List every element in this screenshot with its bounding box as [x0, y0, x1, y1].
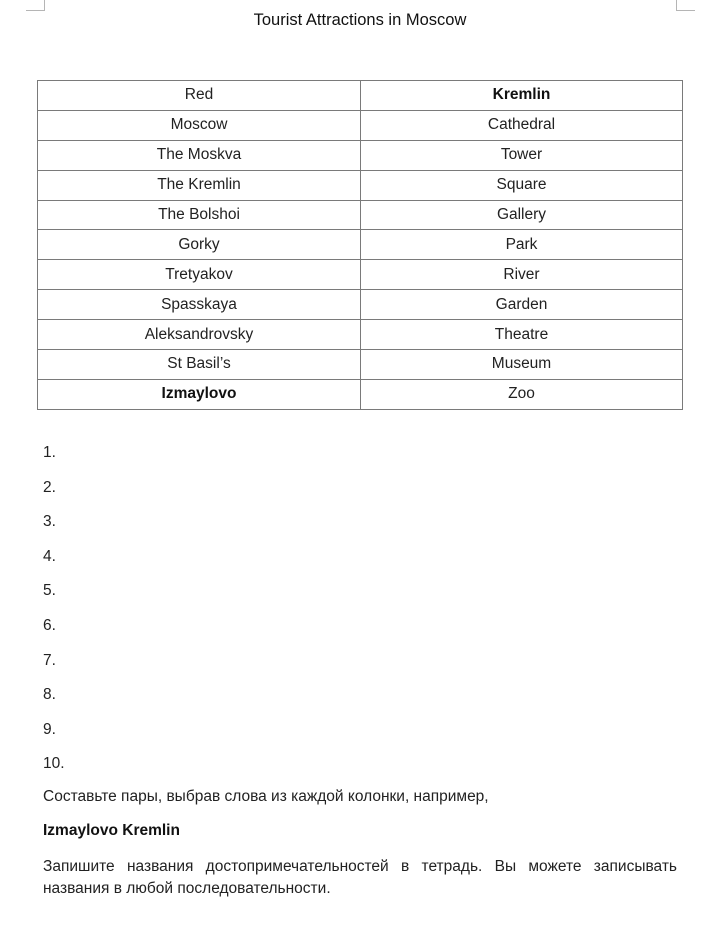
- table-row: [38, 230, 683, 260]
- answer-line: 2.: [43, 478, 56, 496]
- cell-right: Tower: [361, 140, 683, 170]
- table-row: [38, 379, 683, 409]
- cell-right: Zoo: [361, 379, 683, 409]
- answer-line: 1.: [43, 444, 56, 461]
- table-row: [38, 110, 683, 140]
- instruction-text: Составьте пары, выбрав слова из каждой колонки, например,: [43, 788, 489, 805]
- page-corner-mark-right: [676, 0, 695, 11]
- cell-left: Aleksandrovsky: [38, 320, 361, 350]
- cell-left: Moscow: [38, 110, 361, 140]
- cell-right: Gallery: [361, 200, 683, 230]
- page-title: Tourist Attractions in Moscow: [253, 11, 467, 29]
- answer-line: 3.: [43, 513, 56, 531]
- answer-line: 10.: [43, 755, 65, 773]
- cell-right: Park: [361, 230, 683, 260]
- answer-line: 7.: [43, 651, 56, 669]
- word-table-body: [38, 81, 683, 410]
- table-row: [38, 170, 683, 200]
- cell-left: Red: [38, 81, 361, 111]
- answer-line: 6.: [43, 616, 56, 634]
- table-row: [38, 290, 683, 320]
- word-table: [37, 80, 683, 410]
- table-row: [38, 320, 683, 350]
- example-pair: Izmaylovo Kremlin: [43, 822, 180, 839]
- cell-right: Museum: [361, 350, 683, 380]
- table-row: [38, 200, 683, 230]
- answer-line: 5.: [43, 582, 56, 600]
- cell-right: Garden: [361, 290, 683, 320]
- cell-left: Gorky: [38, 230, 361, 260]
- table-row: [38, 260, 683, 290]
- table-row: [38, 140, 683, 170]
- answer-line: 8.: [43, 686, 56, 704]
- cell-left: St Basil’s: [38, 350, 361, 380]
- answer-line: 4.: [43, 547, 56, 565]
- cell-right: River: [361, 260, 683, 290]
- answer-line: 9.: [43, 720, 56, 738]
- cell-right: Theatre: [361, 320, 683, 350]
- table-row: [38, 81, 683, 111]
- cell-left: The Kremlin: [38, 170, 361, 200]
- cell-right: Cathedral: [361, 110, 683, 140]
- cell-left: Tretyakov: [38, 260, 361, 290]
- cell-left: The Bolshoi: [38, 200, 361, 230]
- answer-list: [43, 442, 65, 788]
- table-row: [38, 350, 683, 380]
- page-corner-mark-left: [26, 0, 45, 11]
- cell-left: Spasskaya: [38, 290, 361, 320]
- cell-right: Square: [361, 170, 683, 200]
- cell-left: The Moskva: [38, 140, 361, 170]
- note-text: Запишите названия достопримечательностей в тетрадь. Вы можете записывать названия в любой последовательности.: [43, 858, 677, 897]
- cell-right: Kremlin: [361, 81, 683, 111]
- cell-left: Izmaylovo: [38, 379, 361, 409]
